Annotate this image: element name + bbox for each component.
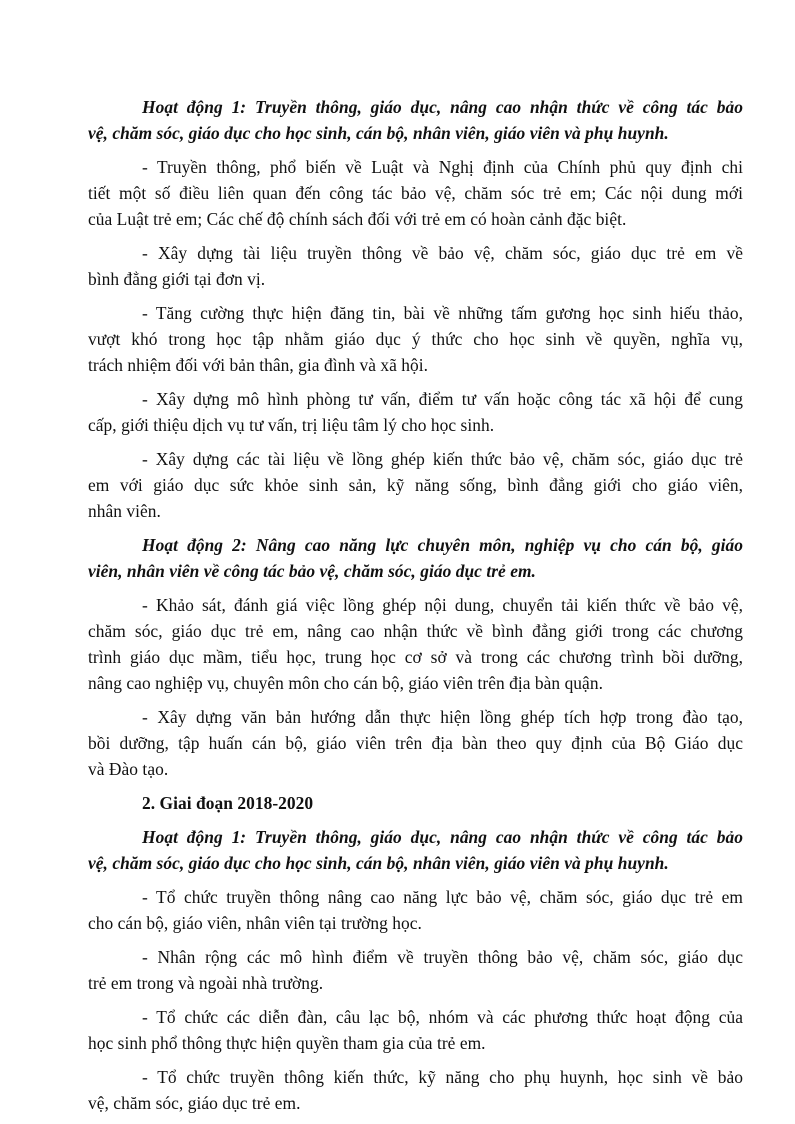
text-line: học sinh phổ thông thực hiện quyền tham gia của trẻ em.	[88, 1033, 486, 1053]
text-line: chăm sóc, giáo dục trẻ em, nâng cao nhận thức về bình đẳng giới trong các chương	[88, 621, 743, 641]
text-line: Hoạt động 1: Truyền thông, giáo dục, nâng cao nhận thức về công tác bảo	[142, 97, 743, 117]
text-line: - Tổ chức truyền thông kiến thức, kỹ năng cho phụ huynh, học sinh về bảo	[142, 1067, 743, 1087]
text-line: - Tăng cường thực hiện đăng tin, bài về những tấm gương học sinh hiếu thảo,	[142, 303, 743, 323]
text-line: cấp, giới thiệu dịch vụ tư vấn, trị liệu tâm lý cho học sinh.	[88, 415, 495, 435]
activity-heading	[88, 532, 743, 584]
text-line: - Tổ chức truyền thông nâng cao năng lực bảo vệ, chăm sóc, giáo dục trẻ em	[142, 887, 743, 907]
paragraph	[88, 884, 743, 936]
text-line: nhân viên.	[88, 501, 161, 521]
text-line: và Đào tạo.	[88, 759, 169, 779]
text-line: cho cán bộ, giáo viên, nhân viên tại trường học.	[88, 913, 422, 933]
text-line: viên, nhân viên về công tác bảo vệ, chăm sóc, giáo dục trẻ em.	[88, 561, 536, 581]
text-line: bình đẳng giới tại đơn vị.	[88, 269, 266, 289]
text-line: - Xây dựng các tài liệu về lồng ghép kiến thức bảo vệ, chăm sóc, giáo dục trẻ	[142, 449, 743, 469]
text-line: - Xây dựng văn bản hướng dẫn thực hiện lồng ghép tích hợp trong đào tạo,	[142, 707, 743, 727]
text-line: trách nhiệm đối với bản thân, gia đình và xã hội.	[88, 355, 429, 375]
paragraph	[88, 944, 743, 996]
paragraph	[88, 1064, 743, 1116]
text-line: vượt khó trong học tập nhằm giáo dục ý thức cho học sinh về quyền, nghĩa vụ,	[88, 329, 743, 349]
paragraph	[88, 154, 743, 232]
paragraph	[88, 386, 743, 438]
paragraph	[88, 300, 743, 378]
section-heading	[88, 790, 743, 816]
text-line: - Truyền thông, phổ biến về Luật và Nghị định của Chính phủ quy định chi	[142, 157, 743, 177]
paragraph	[88, 240, 743, 292]
activity-heading	[88, 824, 743, 876]
text-line: trẻ em trong và ngoài nhà trường.	[88, 973, 324, 993]
text-line: vệ, chăm sóc, giáo dục cho học sinh, cán bộ, nhân viên, giáo viên và phụ huynh.	[88, 123, 669, 143]
text-line: Hoạt động 1: Truyền thông, giáo dục, nâng cao nhận thức về công tác bảo	[142, 827, 743, 847]
text-line: của Luật trẻ em; Các chế độ chính sách đối với trẻ em có hoàn cảnh đặc biệt.	[88, 209, 627, 229]
text-line: vệ, chăm sóc, giáo dục cho học sinh, cán bộ, nhân viên, giáo viên và phụ huynh.	[88, 853, 669, 873]
text-line: em với giáo dục sức khỏe sinh sản, kỹ năng sống, bình đẳng giới cho giáo viên,	[88, 475, 743, 495]
activity-heading	[88, 94, 743, 146]
document-page	[88, 94, 743, 1124]
text-line: - Khảo sát, đánh giá việc lồng ghép nội dung, chuyển tải kiến thức về bảo vệ,	[142, 595, 743, 615]
paragraph	[88, 592, 743, 696]
text-line: 2. Giai đoạn 2018-2020	[142, 793, 314, 813]
text-line: bồi dưỡng, tập huấn cán bộ, giáo viên trên địa bàn theo quy định của Bộ Giáo dục	[88, 733, 743, 753]
text-line: tiết một số điều liên quan đến công tác bảo vệ, chăm sóc trẻ em; Các nội dung mới	[88, 183, 743, 203]
text-line: - Tổ chức các diễn đàn, câu lạc bộ, nhóm và các phương thức hoạt động của	[142, 1007, 743, 1027]
text-line: vệ, chăm sóc, giáo dục trẻ em.	[88, 1093, 301, 1113]
text-line: Hoạt động 2: Nâng cao năng lực chuyên môn, nghiệp vụ cho cán bộ, giáo	[142, 535, 743, 555]
text-line: nâng cao nghiệp vụ, chuyên môn cho cán bộ, giáo viên trên địa bàn quận.	[88, 673, 603, 693]
paragraph	[88, 446, 743, 524]
paragraph	[88, 704, 743, 782]
text-line: - Nhân rộng các mô hình điểm về truyền thông bảo vệ, chăm sóc, giáo dục	[142, 947, 743, 967]
text-line: trình giáo dục mầm, tiểu học, trung học cơ sở và trong các chương trình bồi dưỡng,	[88, 647, 743, 667]
paragraph	[88, 1004, 743, 1056]
text-line: - Xây dựng mô hình phòng tư vấn, điểm tư vấn hoặc công tác xã hội để cung	[142, 389, 743, 409]
text-line: - Xây dựng tài liệu truyền thông về bảo vệ, chăm sóc, giáo dục trẻ em về	[142, 243, 743, 263]
